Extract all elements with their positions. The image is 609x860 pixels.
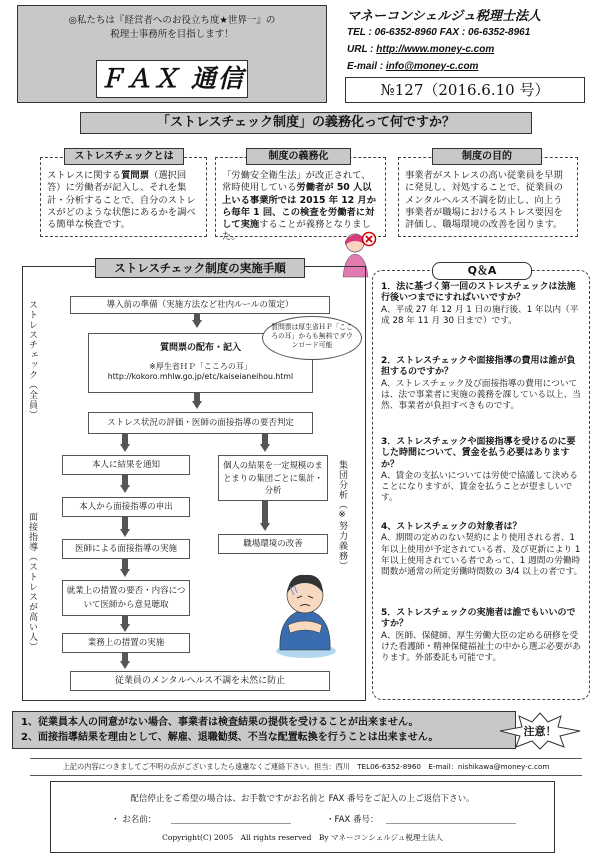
arrow-5-head (120, 485, 130, 493)
unsubscribe-instruction: 配信停止をご希望の場合は、お手数ですがお名前と FAX 番号をご記入の上ご返信下さい。 (130, 794, 475, 804)
arrow-4-shaft (262, 434, 268, 444)
tagline-line-2: 税理士事務所を目指します！ (110, 29, 234, 40)
notice-line-1: 1、従業員本人の同意がない場合、事業者は検査結果の提供を受けることが出来ません。 (21, 717, 419, 728)
procedure-title: ストレスチェック制度の実施手順 (95, 258, 305, 278)
step-request-interview: 本人から面接指導の申出 (62, 497, 190, 517)
unsubscribe-form (50, 781, 555, 853)
arrow-5-shaft (122, 475, 128, 485)
caution-badge (498, 712, 582, 750)
notice-line-2: 2、面接指導結果を理由として、解雇、退職勧奨、不当な配置転換を行うことは出来ません。 (21, 732, 439, 743)
caution-badge-text: 注意！ (523, 725, 557, 738)
side-label-high: 面接指導（ストレスが高い人） (27, 512, 37, 652)
qa-title: Q＆A (432, 262, 532, 280)
arrow-9-shaft (122, 616, 128, 624)
qa-item-4 (381, 522, 583, 578)
fax-number-label: ・FAX 番号： (326, 815, 379, 825)
arrow-6-head (260, 523, 270, 531)
notice-banner (12, 711, 516, 749)
fax-number-field[interactable] (386, 822, 516, 824)
arrow-3-head (120, 444, 130, 452)
step-notify: 本人に結果を通知 (62, 455, 190, 475)
qa-question-4: 4、ストレスチェックの対象者は？ (381, 522, 522, 532)
qa-answer-1: A、平成 27 年 12 月 1 日の施行後、1 年以内（平成 28 年 11 月 30 日まで）です。 (381, 304, 579, 326)
step-questionnaire-url: http://kokoro.mhlw.go.jp/etc/kaiseianeihou.html (107, 372, 294, 381)
box-mandatory: 「労働安全衛生法」が改正されて、常時使用している労働者が 50 人以上いる事業所では 2015 年 12 月から毎年 1 回、この検査を労働者に対して実施することが義務となりました。 (215, 157, 386, 237)
arrow-1-head (192, 320, 202, 328)
qa-question-5: 5．ストレスチェックの実施者は誰でもいいのですか？ (381, 608, 576, 630)
firm-name: マネーコンシェルジュ税理士法人 (347, 8, 541, 23)
arrow-10-shaft (122, 653, 128, 661)
box-what-is-heading: ストレスチェックとは (64, 148, 184, 165)
box-purpose-heading: 制度の目的 (432, 148, 542, 165)
tel-fax: TEL : 06-6352-8960 FAX : 06-6352-8961 (347, 27, 531, 38)
qa-answer-2: A、ストレスチェック及び面接指導の費用については、法で事業者に実施の義務を課している以上、当然、事業者が負担すべきものです。 (381, 378, 581, 412)
qa-item-5 (381, 608, 583, 664)
box-purpose: 事業者がストレスの高い従業員を早期に発見し、対処することで、従業員のメンタルヘルス不調を防止し、向上う事業者が職場におけるストレス要因を評価し、職場環境の改善を図ります。 (398, 157, 578, 237)
qa-answer-4: A、期間の定めのない契約により使用される者、1 年以上使用が予定されている者、及び更新により 1 年以上使用されている者であって、1 週間の労働時間数が通常の所定労働時間数の 3/4 以上の者です。 (381, 533, 583, 578)
arrow-4-head (260, 444, 270, 452)
arrow-3-shaft (122, 434, 128, 444)
qa-answer-5: A、医師、保健師、厚生労働大臣の定める研修を受けた看護師・精神保健福祉士の中から選ぶ必要があります。外部委託も可能です。 (381, 630, 581, 664)
box-mandatory-heading: 制度の義務化 (246, 148, 351, 165)
arrow-9-head (120, 624, 130, 632)
qa-item-3 (381, 437, 583, 505)
copyright: Copyright(C) 2005 All rights reserved By マネーコンシェルジュ税理士法人 (162, 833, 443, 842)
step-prevention: 従業員のメンタルヘルス不調を未然に防止 (70, 671, 330, 691)
step-preparation: 導入前の準備（実施方法など社内ルールの策定） (70, 296, 330, 314)
step-measures: 業務上の措置の実施 (62, 633, 190, 653)
qa-answer-3: A、賃金の支払いについては労使で協議して決めることになりますが、賃金を払うことが望ましいです。 (381, 470, 578, 504)
url-link[interactable]: http://www.money-c.com (376, 44, 495, 55)
name-field[interactable] (171, 822, 291, 824)
qa-question-2: 2．ストレスチェックや面接指導の費用は誰が負担するのですか？ (381, 356, 576, 378)
qa-question-1: 1．法に基づく第一回のストレスチェックは法施行後いつまでにすればいいですか？ (381, 282, 576, 304)
issue-number: №127（2016.6.10 号） (345, 77, 585, 103)
arrow-2-head (192, 401, 202, 409)
group-analysis: 個人の結果を一定規模のまとまりの集団ごとに集計・分析 (218, 455, 328, 501)
step-evaluation: ストレス状況の評価・医師の面接指導の要否判定 (88, 412, 313, 434)
qa-item-1 (381, 282, 583, 327)
arrow-10-head (120, 661, 130, 669)
arrow-8-head (120, 569, 130, 577)
stressed-person-illustration (270, 565, 340, 660)
header-panel (17, 5, 327, 103)
step-questionnaire-note: ※厚生省ＨＰ「こころの耳」 (149, 362, 252, 371)
contact-block (347, 5, 602, 75)
download-bubble: 質問票は厚生省ＨＰ「こころの耳」からも無料でダウンロード可能 (262, 316, 362, 360)
page-title: 「ストレスチェック制度」の義務化って何ですか？ (80, 112, 532, 134)
tagline-line-1: ◎私たちは『経営者へのお役立ち度★世界一』の (68, 15, 276, 26)
contact-line: 上記の内容につきましてご不明の点がございましたら遠慮なくご連絡下さい。担当：西川 TEL06-6352-8960 E-mail：nishikawa@money-c.com (30, 758, 582, 776)
arrow-7-head (120, 529, 130, 537)
url-line: URL : http://www.money-c.com (347, 44, 495, 55)
box-what-is: ストレスに関する質問票（選択回答）に労働者が記入し、それを集計・分析することで、自分のストレスがどのような状態にあるかを調べる簡単な検査です。 (40, 157, 207, 237)
email-line: E-mail : info@money-c.com (347, 61, 479, 72)
side-label-all: ストレスチェック（全員） (27, 300, 37, 420)
step-questionnaire-title: 質問票の配布・記入 (159, 343, 241, 353)
arrow-6-shaft (262, 501, 268, 523)
tagline (18, 14, 326, 42)
name-label: ・ お名前： (111, 815, 157, 825)
step-opinion: 就業上の措置の要否・内容について医師から意見聴取 (62, 580, 190, 616)
qa-item-2 (381, 356, 583, 412)
email-link[interactable]: info@money-c.com (385, 61, 479, 72)
arrow-8-shaft (122, 559, 128, 569)
arrow-7-shaft (122, 517, 128, 529)
step-interview: 医師による面接指導の実施 (62, 539, 190, 559)
side-label-group: 集団分析（※努力義務） (337, 460, 347, 571)
arrow-2-shaft (194, 393, 200, 401)
fax-title: ＦＡＸ 通信 (96, 60, 248, 98)
group-improvement: 職場環境の改善 (218, 534, 328, 554)
qa-question-3: 3．ストレスチェックや面接指導を受けるのに要した時間について、賃金を払う必要はありますか？ (381, 437, 576, 470)
